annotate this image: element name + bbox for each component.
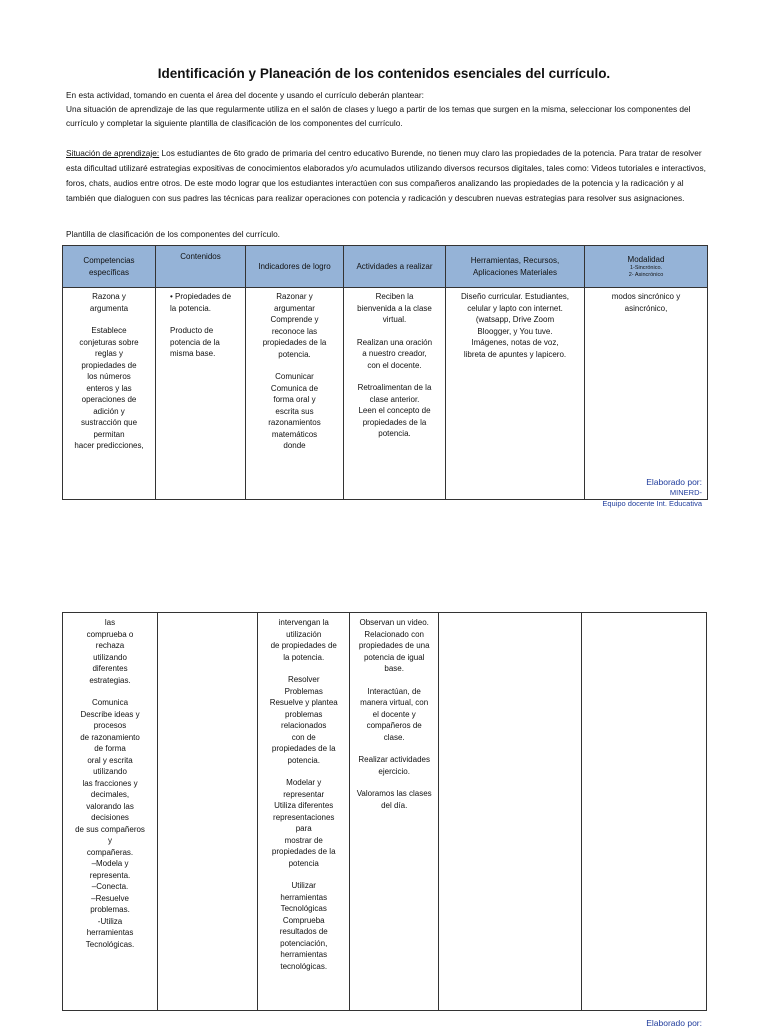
cell-line: Observan un video. [359, 618, 429, 627]
table-row [63, 288, 708, 500]
cell-line: propiedades de una [358, 641, 430, 650]
intro-line-2: Una situación de aprendizaje de las que regularmente utiliza en el salón de clases y luego a partir de los temas que surgen en la misma, seleccionar los componentes del currículo y completar la siguiente plantilla de clasificación de los componentes del currículo. [66, 104, 691, 128]
intro-text [66, 88, 706, 130]
cell-line: modos sincrónico y [611, 292, 681, 301]
table-row [63, 613, 707, 1011]
cell-line: relacionados [281, 721, 327, 730]
header-modalidad-label: Modalidad [627, 254, 665, 264]
cell-line: Relacionado con [364, 629, 424, 639]
cell-line: decisiones [91, 813, 129, 822]
cell-line: base. [384, 664, 404, 673]
line-gap [170, 314, 242, 325]
elaborado-block [602, 477, 702, 509]
line-gap [66, 314, 152, 325]
cell-line: razonamientos [268, 418, 321, 427]
cell-line: reglas y [94, 349, 123, 358]
cell-line: –Modela y [91, 859, 129, 868]
header-herramientas: Herramientas, Recursos, Aplicaciones Materiales [446, 246, 585, 288]
cell-actividades [344, 288, 446, 500]
cell-line: tecnológicas. [280, 961, 328, 971]
cell-line: del día. [381, 800, 408, 810]
situation-label: Situación de aprendizaje: [66, 148, 160, 158]
cell-modalidad [585, 288, 708, 500]
learning-situation [66, 146, 706, 206]
cell-line: potencia de la [170, 337, 220, 347]
cell-line: de sus compañeros [75, 824, 145, 834]
cell-line: Problemas [284, 686, 323, 696]
elaborado-line-3: Equipo docente Int. Educativa [602, 499, 702, 508]
cell-line: Comunica de [270, 383, 319, 393]
cell-line: herramientas [280, 950, 328, 959]
cell-line: forma oral y [273, 395, 316, 404]
cell-line: utilización [286, 629, 322, 639]
cell-line: utilizando [93, 767, 127, 776]
cell-line: rechaza [95, 641, 125, 650]
cell-line: herramientas [86, 928, 134, 937]
cell-line: permitan [93, 429, 125, 439]
cell-line: representa. [89, 870, 131, 880]
cell-contenidos [158, 613, 258, 1011]
cell-line: estrategias. [89, 675, 131, 685]
cell-line: compañeras. [86, 847, 134, 857]
cell-line: Resuelve y plantea [269, 698, 338, 707]
cell-competencias [63, 288, 156, 500]
cell-line: (watsapp, Drive Zoom [475, 315, 555, 324]
cell-line: argumenta [89, 303, 129, 313]
cell-line: Describe ideas y [80, 709, 140, 719]
cell-competencias [63, 613, 158, 1011]
header-contenidos: Contenidos [156, 246, 246, 288]
cell-line: Realizan una oración [356, 337, 433, 347]
cell-line: propiedades de [81, 360, 137, 370]
cell-line: Modelar y [286, 778, 322, 787]
header-competencias: Competencias específicas [63, 246, 156, 288]
cell-line: Tecnológicas. [85, 939, 135, 949]
cell-herramientas [439, 613, 582, 1011]
header-modalidad [585, 246, 708, 288]
cell-line: donde [283, 441, 306, 450]
classification-table [62, 245, 708, 500]
cell-line: propiedades de la [262, 338, 327, 347]
cell-line: matemáticos [271, 429, 318, 439]
cell-line: potencia. [378, 429, 411, 438]
cell-line: Retroalimentan de la [357, 383, 432, 392]
cell-line: asincrónico, [624, 303, 668, 313]
cell-line: con de [291, 732, 316, 742]
cell-actividades [350, 613, 439, 1011]
header-indicadores: Indicadores de logro [246, 246, 344, 288]
line-gap [353, 777, 435, 788]
cell-line: para [295, 824, 312, 833]
header-modalidad-sub2: 2- Asincrónico [628, 272, 664, 279]
cell-line: Utilizar [291, 881, 316, 890]
line-gap [261, 869, 346, 880]
cell-line: compañeros de [366, 721, 422, 730]
line-gap [66, 686, 154, 697]
cell-line: conjeturas sobre [79, 337, 139, 347]
plantilla-label: Plantilla de clasificación de los componentes del currículo. [66, 229, 280, 239]
cell-line: Establece [91, 326, 127, 335]
situation-text: Los estudiantes de 6to grado de primaria del centro educativo Burende, no tienen muy claro las propiedades de la potencia. Para tratar de resolver esta dificultad utilizaré estrategias expositivas de conocimientos elaborados y/o acumulados utilizando diversos recursos digitales, tales como: Videos tutoriales e interactivos, foros, chats, audios entre otros. De este modo lograr que los estudiantes interactúen con sus compañeros analizando las propiedades de la potencia y la radicación y al también que dialoguen con sus padres las técnicas para realizar operaciones con potencia y radicación y descubren nuevas estrategias para resolver sus asignaciones. [66, 148, 706, 203]
cell-line: sustracción que [80, 418, 138, 427]
cell-line: • Propiedades de [170, 292, 232, 301]
cell-line: resultados de [279, 927, 328, 936]
cell-line: Resolver [287, 675, 320, 684]
line-gap [261, 663, 346, 674]
line-gap [261, 766, 346, 777]
cell-line: procesos [93, 721, 127, 730]
cell-line: hacer predicciones, [74, 441, 144, 450]
cell-line: Diseño curricular. Estudiantes, [460, 292, 570, 301]
cell-line: argumentar [274, 303, 315, 313]
classification-table-continued [62, 612, 707, 1011]
cell-line: Tecnológicas [280, 904, 327, 913]
cell-line: Comunicar [275, 372, 314, 381]
cell-line: de forma [94, 744, 126, 753]
cell-line: celular y lapto con internet. [467, 303, 563, 313]
cell-line: representar [283, 789, 325, 799]
cell-line: intervengan la [278, 618, 329, 627]
cell-line: propiedades de la [271, 744, 336, 753]
cell-line: diferentes [92, 664, 128, 673]
cell-line: oral y escrita [87, 755, 133, 765]
cell-line: la potencia. [283, 652, 325, 662]
cell-modalidad [582, 613, 707, 1011]
document-title: Identificación y Planeación de los contenidos esenciales del currículo. [157, 66, 611, 81]
cell-line: bienvenida a la clase [357, 303, 432, 313]
cell-line: las [104, 618, 116, 627]
cell-line: enteros y las [86, 383, 132, 393]
cell-line: potenciación, [280, 938, 328, 948]
cell-line: Comprueba [282, 915, 325, 925]
cell-line: los números [87, 372, 131, 381]
elaborado-line-1: Elaborado por: [646, 477, 702, 487]
cell-line: las fracciones y [82, 778, 138, 788]
cell-contenidos [156, 288, 246, 500]
cell-line: ejercicio. [378, 766, 410, 776]
cell-line: representaciones [273, 812, 335, 822]
cell-indicadores [246, 288, 344, 500]
cell-line: propiedades de la [271, 847, 336, 856]
cell-herramientas [446, 288, 585, 500]
cell-line: utilizando [93, 652, 127, 662]
cell-line: mostrar de [284, 835, 323, 845]
cell-line: y [108, 836, 113, 845]
header-modalidad-sub1: 1-Sincrónico. [629, 265, 663, 272]
cell-line: de razonamiento [80, 732, 140, 742]
cell-line: virtual. [382, 315, 407, 324]
cell-line: valorando las [86, 801, 134, 811]
cell-line: Valoramos las clases [356, 789, 432, 798]
cell-line: el docente y [372, 709, 416, 719]
cell-line: problemas. [90, 905, 130, 914]
cell-line: con el docente. [367, 360, 422, 370]
cell-line: comprueba o [86, 629, 134, 639]
cell-line: potencia. [278, 349, 311, 359]
cell-line: potencia [288, 858, 319, 868]
cell-line: Interactúan, de [367, 686, 421, 696]
cell-line: problemas [285, 709, 323, 719]
cell-line: Razonar y [276, 292, 313, 301]
cell-line: Comunica [92, 698, 129, 707]
cell-line: herramientas [280, 892, 328, 902]
cell-line: Razona y [92, 292, 126, 301]
cell-line: propiedades de la [362, 417, 427, 427]
cell-line: –Resuelve [91, 893, 129, 903]
cell-line: clase. [383, 732, 405, 742]
cell-line: la potencia. [170, 303, 211, 313]
cell-line: operaciones de [81, 395, 137, 404]
table-header-row [63, 246, 708, 288]
cell-line: Producto de [170, 326, 214, 335]
cell-line: reconoce las [271, 326, 318, 336]
cell-line: a nuestro creador, [362, 349, 427, 358]
elaborado-block-partial: Elaborado por: [646, 1018, 702, 1028]
cell-line: misma base. [170, 349, 216, 358]
cell-line: potencia. [287, 755, 320, 765]
cell-line: -Utiliza [97, 916, 123, 926]
cell-line: escrita sus [275, 406, 314, 416]
cell-line: potencia de igual [363, 652, 425, 662]
cell-line: manera virtual, con [360, 698, 429, 707]
cell-line: libreta de apuntes y lapicero. [463, 349, 567, 359]
intro-line-1: En esta actividad, tomando en cuenta el área del docente y usando el currículo deberán plantear: [66, 90, 424, 100]
elaborado-line-2: MINERD- [669, 488, 702, 497]
cell-line: Utiliza diferentes [274, 801, 334, 810]
line-gap [353, 675, 435, 686]
cell-line: Reciben la [375, 292, 414, 301]
cell-line: de propiedades de [270, 641, 337, 650]
line-gap [347, 326, 442, 337]
cell-line: adición y [93, 406, 125, 416]
cell-line: clase anterior. [369, 394, 420, 404]
cell-line: Bloogger, y You tuve. [477, 326, 553, 336]
cell-line: Leen el concepto de [358, 406, 431, 415]
cell-line: –Conecta. [91, 882, 129, 891]
cell-line: Imágenes, notas de voz, [471, 338, 559, 347]
header-actividades: Actividades a realizar [344, 246, 446, 288]
line-gap [353, 743, 435, 754]
cell-indicadores [258, 613, 350, 1011]
line-gap [347, 371, 442, 382]
line-gap [249, 360, 340, 371]
cell-line: Realizar actividades [358, 755, 430, 764]
cell-line: decimales, [90, 790, 130, 799]
cell-line: Comprende y [270, 315, 319, 324]
